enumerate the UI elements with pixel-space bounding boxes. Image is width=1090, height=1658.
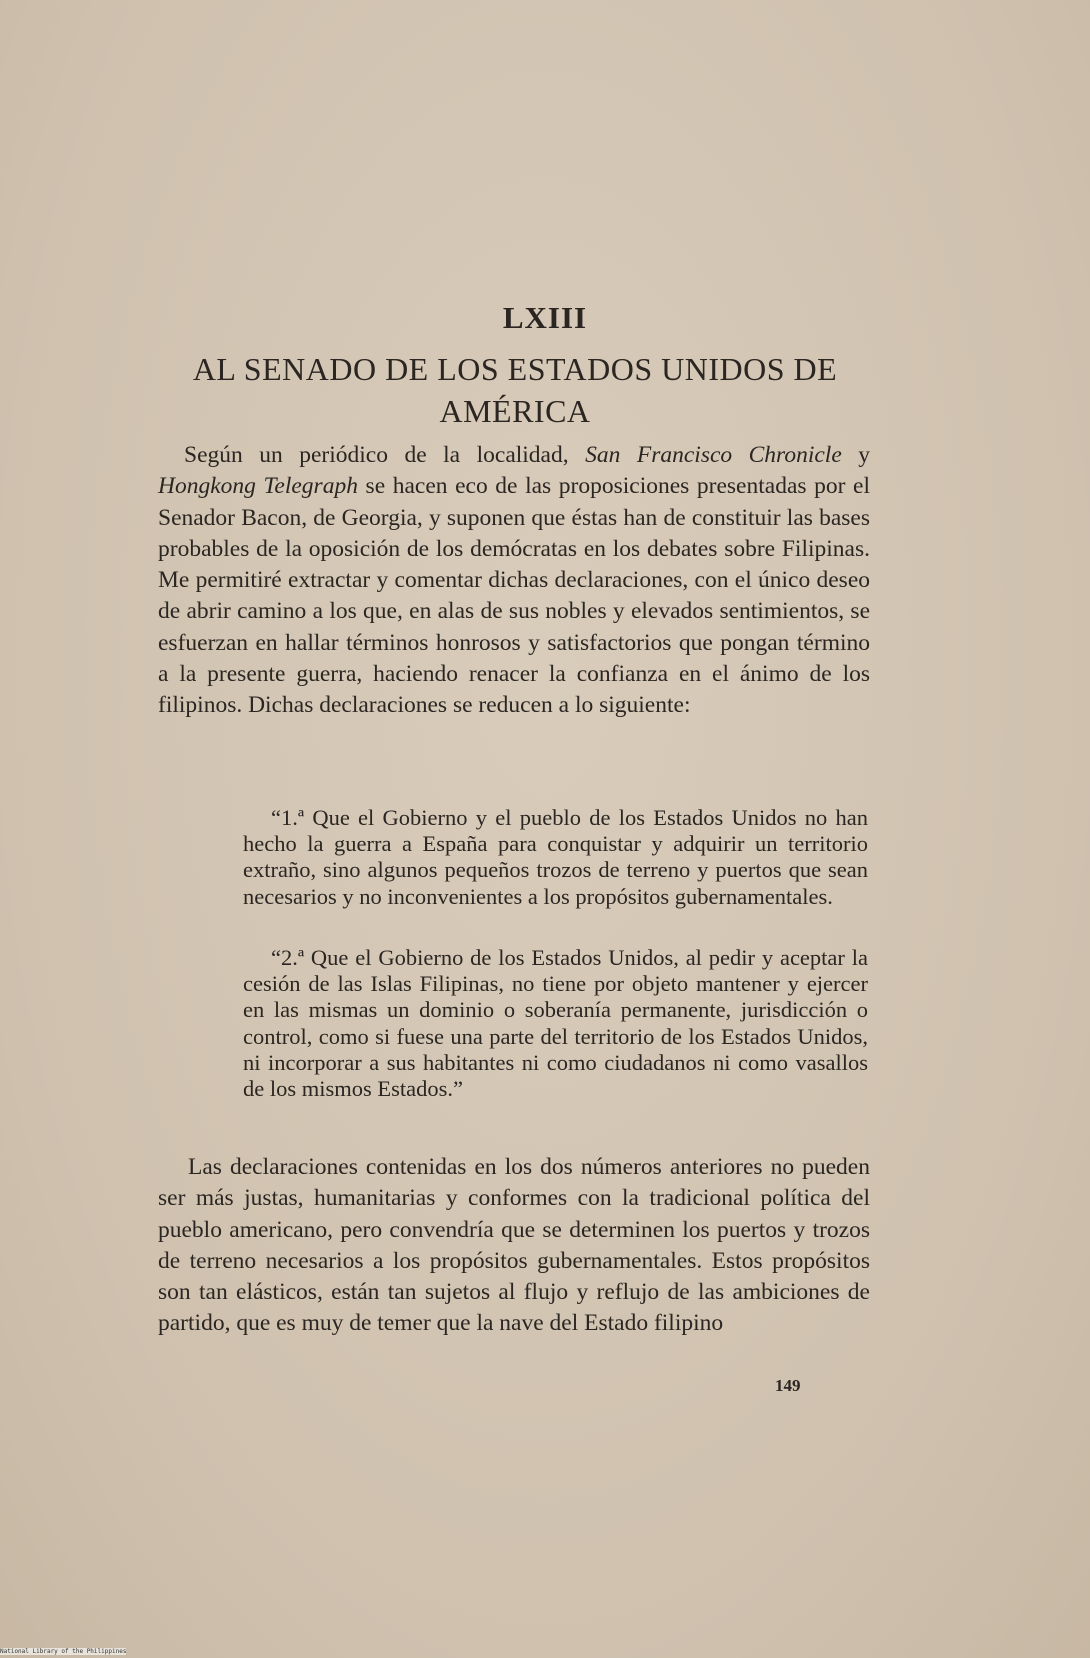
page-number: 149 (775, 1376, 801, 1395)
library-credit: National Library of the Philippines (0, 1648, 127, 1655)
paragraph-intro-start: Según un periódico de la localidad, (184, 442, 586, 468)
paragraph-intro (158, 440, 870, 722)
paragraph-intro-end: se hacen eco de las proposiciones presentadas por el Senador Bacon, de Georgia, y suponen que éstas han de constituir las bases probables de la oposición de los demócratas en los debates sobre Filipinas. Me permitiré extractar y comentar dichas declaraciones, con el único deseo de abrir camino a los que, en alas de sus nobles y elevados sentimientos, se esfuerzan en hallar términos honrosos y satisfactorios que pongan término a la presente guerra, haciendo renacer la confianza en el ánimo de los filipinos. Dichas declaraciones se reducen a lo siguiente: (158, 473, 870, 719)
newspaper-title-2: Hongkong Telegraph (158, 473, 358, 500)
paragraph-commentary: Las declaraciones contenidas en los dos números anteriores no pueden ser más justas, humanitarias y conformes con la tradicional política del pueblo americano, pero convendría que se determinen los puertos y trozos de terreno necesarios a los propósitos gubernamentales. Estos propósitos son tan elásticos, están tan sujetos al flujo y reflujo de las ambiciones de partido, que es muy de temer que la nave del Estado filipino (158, 1154, 870, 1337)
quote-declaration-2: “2.ª Que el Gobierno de los Estados Unidos, al pedir y aceptar la cesión de las Islas Filipinas, no tiene por objeto mantener y ejercer en las mismas un dominio o soberanía permanente, jurisdicción o control, como si fuese una parte del territorio de los Estados Unidos, ni incorporar a sus habitantes ni como ciudadanos ni como vasallos de los mismos Estados.” (243, 945, 868, 1102)
chapter-title: AL SENADO DE LOS ESTADOS UNIDOS DE AMÉRICA (192, 351, 838, 429)
paragraph-intro-mid: y (841, 442, 871, 468)
chapter-number: LXIII (502, 300, 588, 335)
newspaper-title-1: San Francisco Chronicle (585, 442, 842, 468)
quote-declaration-1: “1.ª Que el Gobierno y el pueblo de los Estados Unidos no han hecho la guerra a España para conquistar y adquirir un territorio extraño, sino algunos pequeños trozos de terreno y puertos que sean necesarios y no inconvenientes a los propósitos gubernamentales. (243, 805, 868, 909)
